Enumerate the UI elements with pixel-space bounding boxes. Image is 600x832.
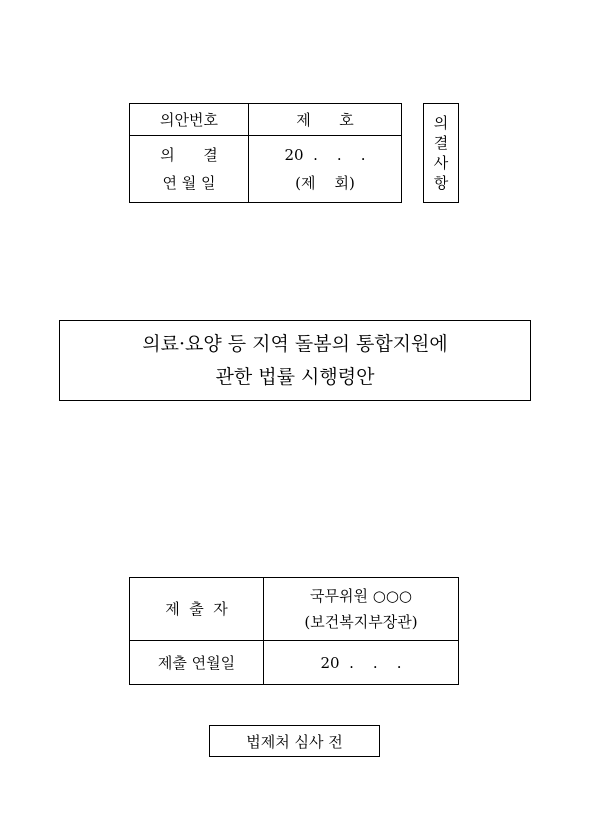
bill-title-box bbox=[59, 320, 531, 401]
submission-date-value: 20 . . . bbox=[264, 641, 459, 685]
bill-title-line1: 의료·요양 등 지역 돌봄의 통합지원에 bbox=[142, 332, 448, 355]
bill-number-label: 의안번호 bbox=[130, 104, 249, 136]
submitter-name: 국무위원 ○○○ bbox=[310, 587, 412, 605]
resolution-date-value bbox=[249, 136, 402, 203]
submission-date-label: 제출 연월일 bbox=[130, 641, 264, 685]
submitter-value bbox=[264, 578, 459, 641]
bill-title-line2: 관한 법률 시행령안 bbox=[215, 365, 375, 388]
resolution-matters-box bbox=[423, 103, 459, 203]
review-status-label: 법제처 심사 전 bbox=[246, 732, 343, 751]
submitter-label: 제 출 자 bbox=[130, 578, 264, 641]
resolution-date-label-line2: 연 월 일 bbox=[162, 174, 216, 192]
submission-table bbox=[129, 577, 459, 685]
bill-number-value: 제 호 bbox=[249, 104, 402, 136]
resolution-matters-char: 사 bbox=[433, 154, 449, 172]
resolution-session-value: (제 회) bbox=[295, 174, 355, 192]
resolution-date-label bbox=[130, 136, 249, 203]
resolution-date-value-line1: 20 . . . bbox=[284, 146, 366, 164]
resolution-matters-char: 의 bbox=[433, 114, 449, 132]
bill-info-table bbox=[129, 103, 402, 203]
submitter-ministry: (보건복지부장관) bbox=[304, 613, 418, 631]
review-status-box bbox=[209, 725, 380, 757]
resolution-date-label-line1: 의 결 bbox=[160, 146, 218, 164]
resolution-matters-char: 결 bbox=[433, 134, 449, 152]
resolution-matters-char: 항 bbox=[433, 174, 449, 192]
